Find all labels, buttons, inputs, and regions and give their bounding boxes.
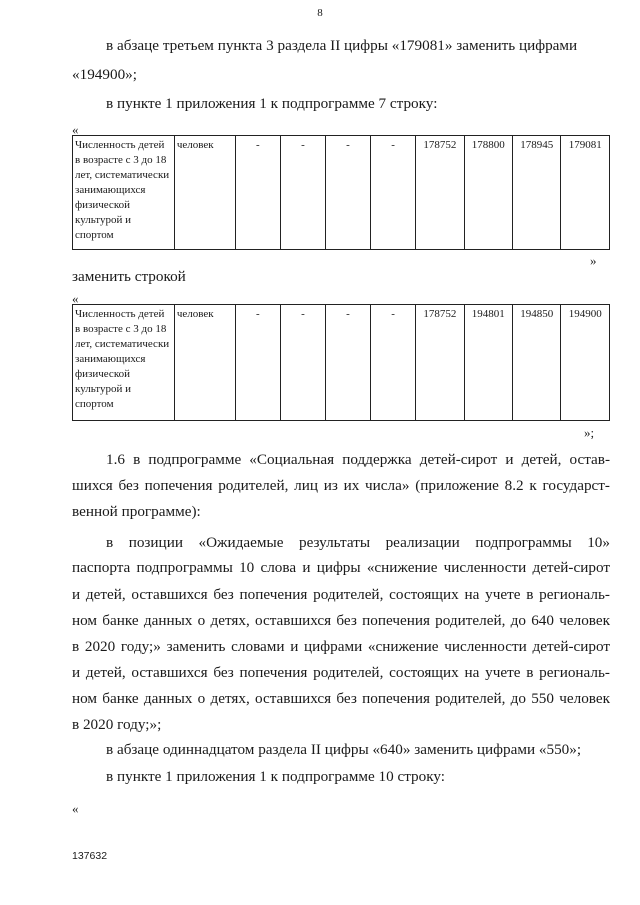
open-quote: « (72, 291, 79, 306)
value-cell: - (235, 136, 280, 250)
table-row (73, 305, 610, 421)
value-cell: 178752 (416, 136, 464, 250)
value-cell: - (325, 305, 370, 421)
table-old-row (72, 135, 610, 250)
value-cell: - (280, 305, 325, 421)
value-cell: 194801 (464, 305, 512, 421)
paragraph-line: в позиции «Ожидаемые результаты реализации подпрограммы 10» (106, 534, 610, 551)
indicator-name-cell: Численность детей в возрасте с 3 до 18 лет, систематически занимающихся физической культурой и спортом (73, 136, 175, 250)
paragraph-line: 1.6 в подпрограмме «Социальная поддержка детей-сирот и детей, остав- (106, 451, 610, 468)
unit-cell: человек (174, 305, 235, 421)
value-cell: - (235, 305, 280, 421)
value-cell: - (325, 136, 370, 250)
paragraph-line: паспорта подпрограммы 10 слова и цифры «снижение численности детей-сирот (72, 559, 610, 576)
value-cell: 179081 (561, 136, 610, 250)
open-quote: « (72, 122, 79, 137)
paragraph-line: «194900»; (72, 66, 137, 83)
close-quote: » (590, 253, 597, 268)
table-row (73, 136, 610, 250)
paragraph-line: в 2020 году;»; (72, 716, 162, 733)
value-cell: 194900 (561, 305, 610, 421)
value-cell: - (280, 136, 325, 250)
value-cell: 178752 (416, 305, 464, 421)
paragraph-line: шихся без попечения родителей, лиц из их числа» (приложение 8.2 к государст- (72, 477, 610, 494)
close-quote: »; (584, 425, 595, 440)
paragraph-line: и детей, оставшихся без попечения родителей, состоящих на учете в региональ- (72, 586, 610, 603)
value-cell: 194850 (512, 305, 560, 421)
table-new-row (72, 304, 610, 421)
page-number: 8 (317, 7, 323, 19)
value-cell: 178945 (512, 136, 560, 250)
paragraph-line: и детей, оставшихся без попечения родителей, состоящих на учете в региональ- (72, 664, 610, 681)
unit-cell: человек (174, 136, 235, 250)
paragraph-line: венной программе): (72, 503, 201, 520)
value-cell: 178800 (464, 136, 512, 250)
paragraph-line: заменить строкой (72, 268, 186, 285)
paragraph-line: в абзаце одиннадцатом раздела II цифры «640» заменить цифрами «550»; (106, 741, 582, 758)
document-code: 137632 (72, 850, 108, 862)
paragraph-line: в 2020 году;» заменить словами и цифрами «снижение численности детей-сирот (72, 638, 610, 655)
value-cell: - (371, 305, 416, 421)
value-cell: - (371, 136, 416, 250)
indicator-name-cell: Численность детей в возрасте с 3 до 18 лет, систематически занимающихся физической культурой и спортом (73, 305, 175, 421)
paragraph-line: ном банке данных о детях, оставшихся без попечения родителей, до 550 человек (72, 690, 610, 707)
paragraph-line: в абзаце третьем пункта 3 раздела II цифры «179081» заменить цифрами (106, 37, 578, 54)
open-quote: « (72, 801, 79, 816)
paragraph-line: в пункте 1 приложения 1 к подпрограмме 7 строку: (106, 95, 438, 112)
paragraph-line: ном банке данных о детях, оставшихся без попечения родителей, до 640 человек (72, 612, 610, 629)
paragraph-line: в пункте 1 приложения 1 к подпрограмме 10 строку: (106, 768, 446, 785)
